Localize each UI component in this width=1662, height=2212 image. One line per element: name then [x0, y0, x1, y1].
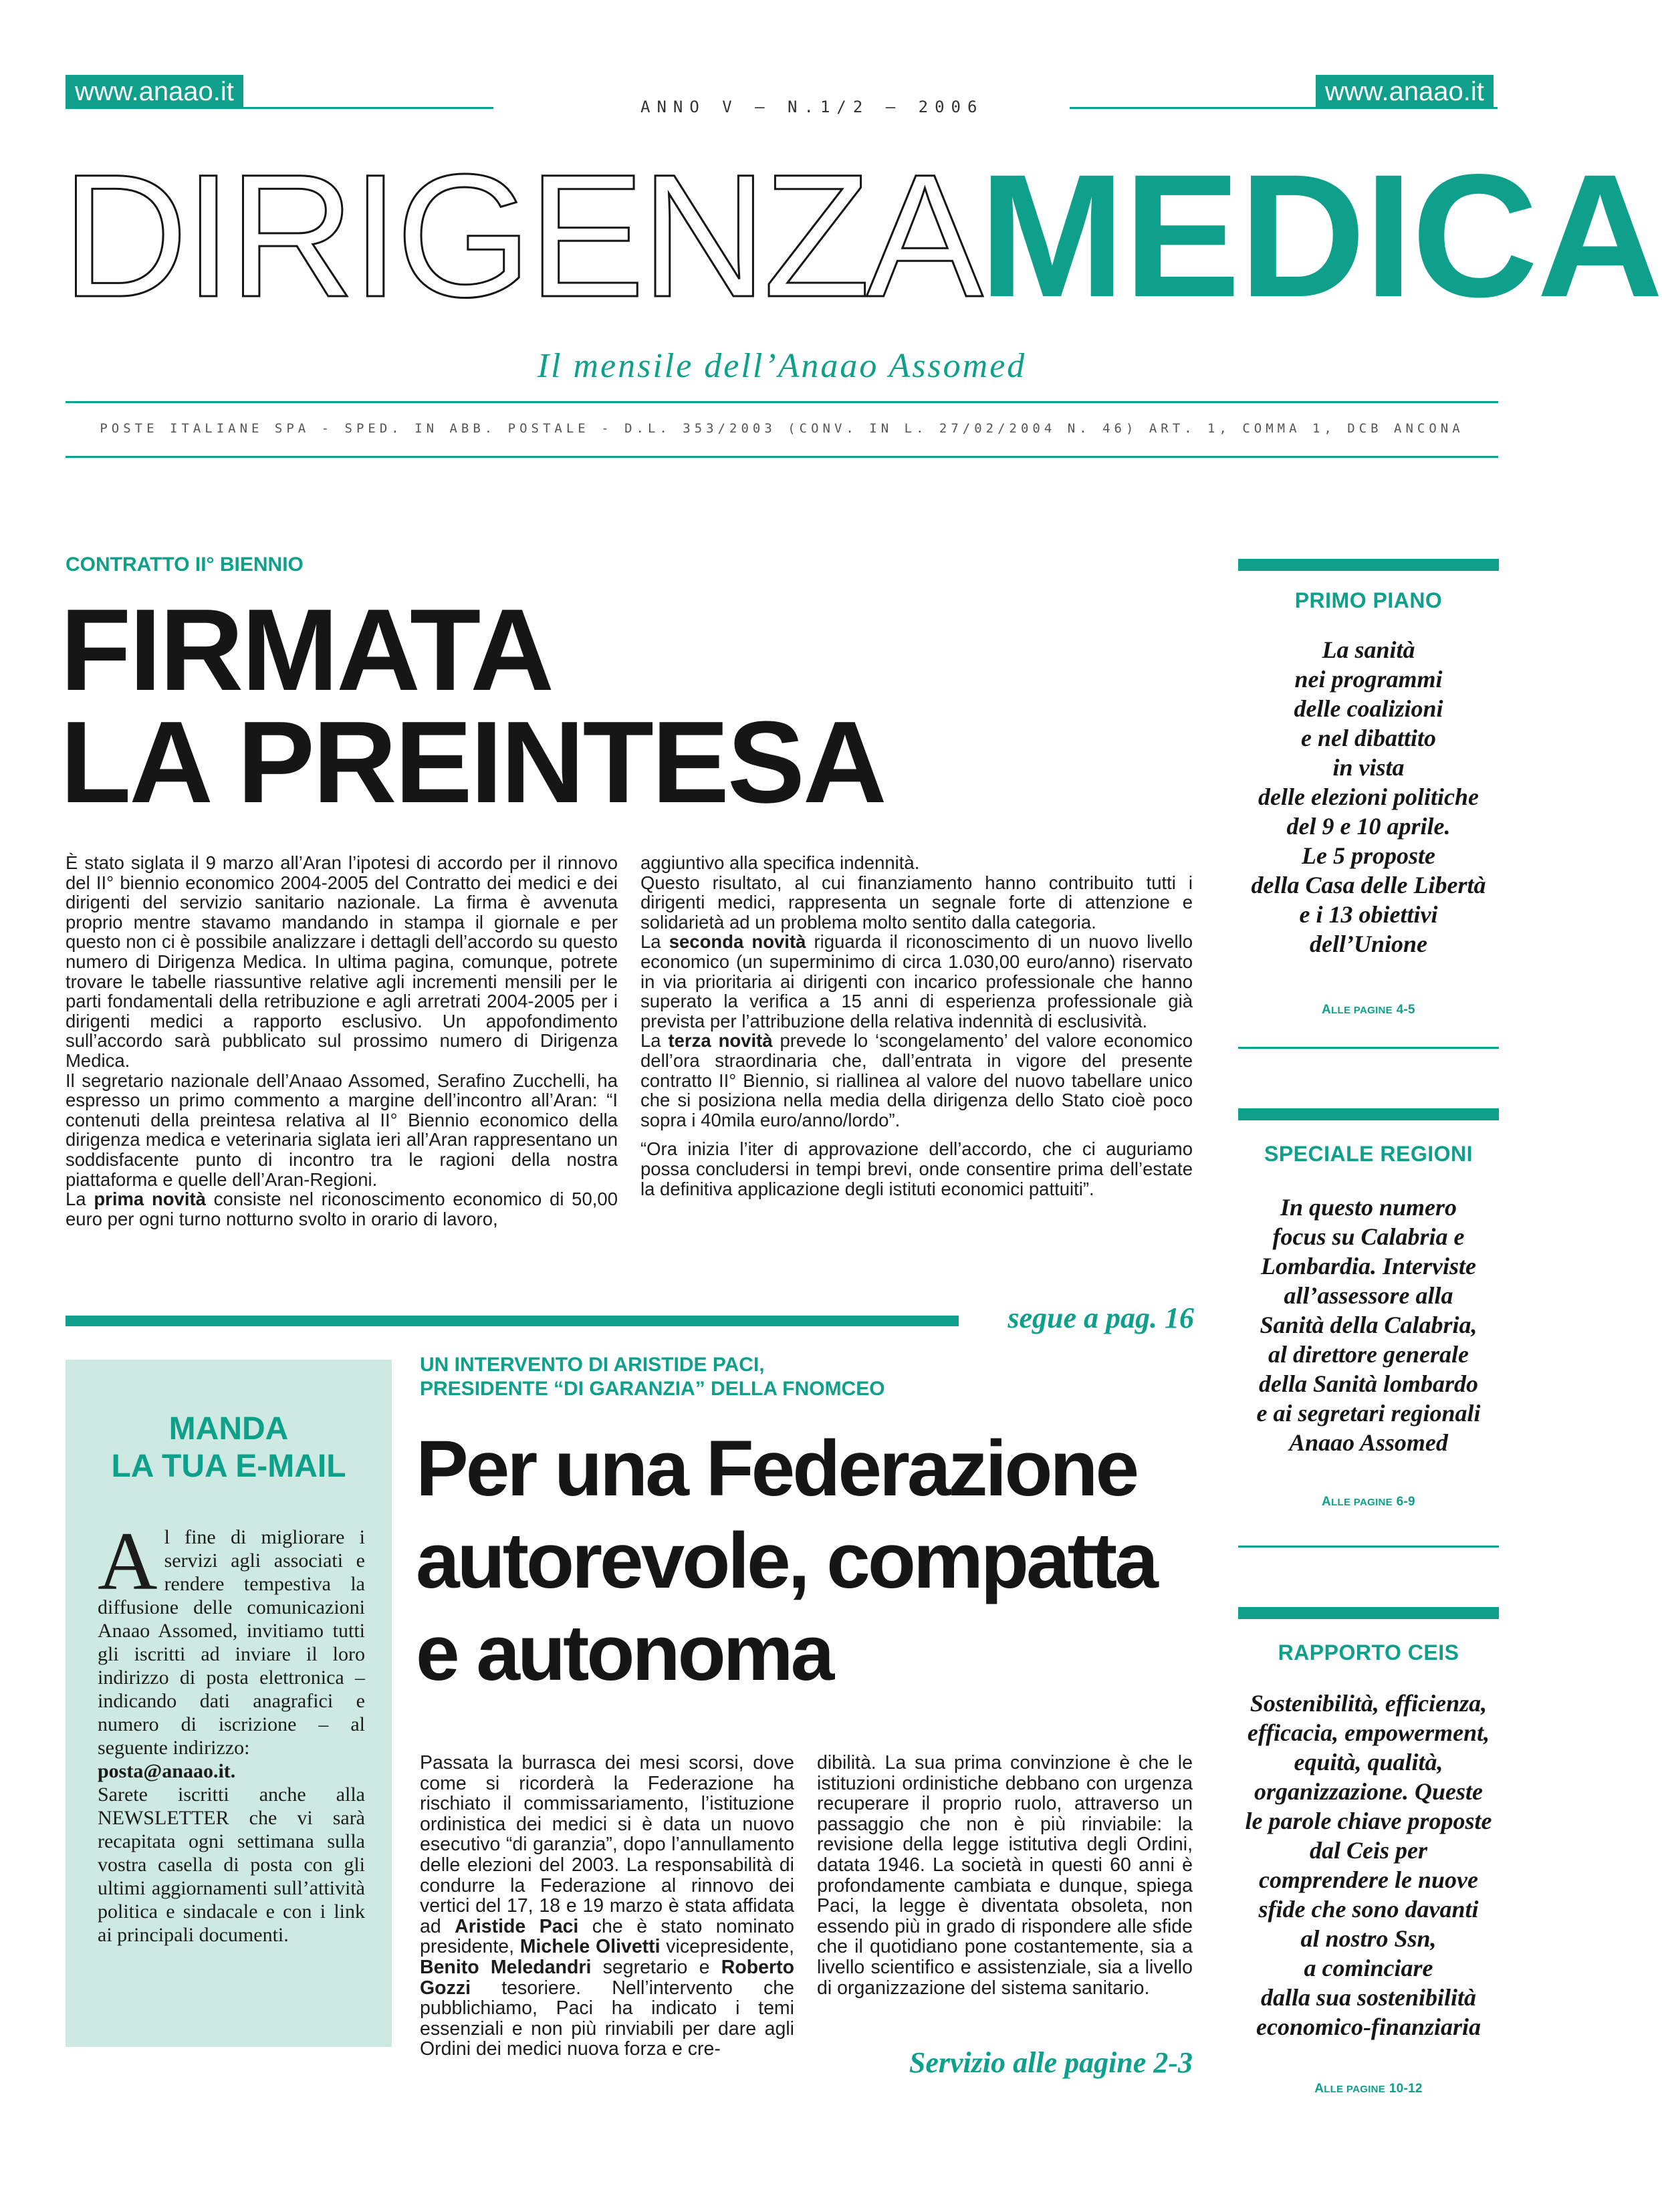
second-headline-line1: Per una Federazione — [416, 1425, 1137, 1513]
second-column-2: dibilità. La sua prima convinzione è che le istituzioni ordinistiche debbano con urgenza recuperare il proprio ruolo, attraverso un passaggio che non è più rinviabile: la revisione della legge istitutiva degli Ordini, datata 1946. La società in questi 60 anni è profondamente cambiata e dunque, spiega Paci, la legge è diventata obsoleta, non essendo più in grado di rispondere alle sfide che il quotidiano pone costantemente, sia a livello scientifico e assistenziale, sia a livello di organizzazione del sistema sanitario. — [817, 1752, 1193, 1999]
website-link-right[interactable]: www.anaao.it — [1316, 75, 1494, 108]
highlight-prima-novita: prima novità — [94, 1189, 206, 1210]
lead-separator — [66, 1316, 959, 1326]
masthead-subtitle: Il mensile dell’Anaao Assomed — [537, 347, 1027, 385]
second-continue-link[interactable]: Servizio alle pagine 2-3 — [909, 2046, 1193, 2079]
lead-paragraph: Questo risultato, al cui finanziamento hanno contribuito tutti i dirigenti medici, rappresenta un segnale forte di attenzione e solidarietà ad un problema molto sentito dalla categoria. — [640, 872, 1193, 933]
second-headline-line3: e autonoma — [416, 1609, 832, 1697]
sidebar-bottom-rule — [1238, 1047, 1499, 1049]
email-box-title: MANDA LA TUA E-MAIL — [111, 1411, 346, 1484]
sidebar-top-rule — [1238, 1607, 1499, 1619]
second-headline-line2: autorevole, compatta — [416, 1517, 1156, 1605]
sidebar-text-speciale-regioni: In questo numero focus su Calabria e Lombardia. Interviste all’assessore alla Sanità della Calabria, al direttore generale della Sanità lombardo e ai segretari regionali Anaao Assomed — [1256, 1194, 1481, 1456]
person-name: Benito Meledandri — [420, 1956, 592, 1978]
sidebar-page-ref[interactable]: ALLE PAGINE 6-9 — [1322, 1495, 1415, 1509]
masthead — [62, 138, 1662, 334]
lead-headline-line2: LA PREINTESA — [60, 697, 885, 827]
lead-paragraph: La prima novità consiste nel riconoscimento economico di 50,00 euro per ogni turno notturno svolto in orario di lavoro, — [66, 1189, 618, 1229]
sidebar-page-ref[interactable]: ALLE PAGINE 4-5 — [1322, 1003, 1415, 1017]
sidebar-title-speciale-regioni: SPECIALE REGIONI — [1264, 1142, 1473, 1166]
lead-paragraph: aggiuntivo alla specifica indennità. — [640, 852, 920, 873]
email-box — [66, 1360, 392, 2047]
lead-paragraph: La seconda novità riguarda il riconoscimento di un nuovo livello economico (un superminimo di circa 1.030,00 euro/anno) riservato in via prioritaria ai dirigenti con incarico professionale che hanno superato la verifica a 15 anni di esperienza professionale già prevista per l’attribuzione della relativa indennità di esclusività. — [640, 931, 1193, 1031]
lead-continue-link[interactable]: segue a pag. 16 — [1007, 1302, 1194, 1334]
dropcap: A — [98, 1515, 158, 1607]
highlight-seconda-novita: seconda novità — [669, 931, 806, 953]
second-column-1: Passata la burrasca dei mesi scorsi, dove come si ricorderà la Federazione ha rischiato il commissariamento, l’istituzione ordinistica dei medici si è data un nuovo esecutivo “di garanzia”, dopo l’annullamento delle elezioni del 2003. La responsabilità di condurre la Federazione al rinnovo dei vertici del 17, 18 e 19 marzo è stata affidata ad Aristide Paci che è stato nominato presidente, Michele Olivetti vicepresidente, Benito Meledandri segretario e Roberto Gozzi tesoriere. Nell’intervento che pubblichiamo, Paci ha indicato i temi essenziali e non più rinviabili per dare agli Ordini dei medici nuova forza e cre- — [420, 1752, 794, 2060]
sidebar-text-rapporto-ceis: Sostenibilità, efficienza, efficacia, empowerment, equità, qualità, organizzazione. Queste le parole chiave proposte dal Ceis per comprendere le nuove sfide che sono davanti al nostro Ssn, a cominciare dalla sua sostenibilità economico-finanziaria — [1245, 1690, 1492, 2040]
email-address-link[interactable]: posta@anaao.it. — [98, 1760, 236, 1782]
masthead-outline-text: DIRIGENZA — [62, 138, 979, 334]
header-rule-top — [66, 401, 1498, 403]
highlight-terza-novita: terza novità — [668, 1030, 773, 1052]
sidebar-title-primo-piano: PRIMO PIANO — [1294, 588, 1443, 612]
lead-column-2 — [640, 853, 1193, 1199]
website-link-left[interactable]: www.anaao.it — [66, 75, 243, 108]
person-name: Aristide Paci — [455, 1915, 579, 1937]
second-headline — [416, 1423, 1218, 1699]
lead-paragraph: Il segretario nazionale dell’Anaao Assomed, Serafino Zucchelli, ha espresso un primo commento a margine dell’incontro all’Aran: “I contenuti della preintesa relativa al II° Biennio economico della dirigenza medica e veterinaria siglata ieri all’Aran rappresentano un soddisfacente punto di incontro tra le ragioni della nostra piattaforma e quelle dell’Aran-Regioni. — [66, 1070, 618, 1190]
lead-headline — [60, 584, 1197, 827]
header-rule-bottom — [66, 456, 1498, 458]
person-name: Roberto Gozzi — [420, 1956, 794, 1999]
sidebar-page-ref[interactable]: ALLE PAGINE 10-12 — [1314, 2082, 1423, 2096]
masthead-solid-text: MEDICA — [979, 138, 1662, 334]
lead-paragraph: “Ora inizia l’iter di approvazione dell’accordo, che ci auguriamo possa concludersi in tempi brevi, onde consentire prima dell’estate la definitiva applicazione degli istituti economici pattuiti”. — [640, 1138, 1193, 1199]
sidebar-title-rapporto-ceis: RAPPORTO CEIS — [1278, 1640, 1459, 1665]
header-rule-left — [66, 107, 493, 109]
second-kicker: UN INTERVENTO DI ARISTIDE PACI, PRESIDENTE “DI GARANZIA” DELLA FNOMCEO — [420, 1354, 885, 1400]
sidebar-text-primo-piano: La sanità nei programmi delle coalizioni e nel dibattito in vista delle elezioni politiche del 9 e 10 aprile. Le 5 proposte della Casa delle Libertà e i 13 obiettivi dell’Unione — [1251, 636, 1486, 957]
lead-paragraph: È stato siglata il 9 marzo all’Aran l’ipotesi di accordo per il rinnovo del II° biennio economico 2004-2005 del Contratto dei medici e dei dirigenti del servizio sanitario nazionale. La firma è avvenuta proprio mentre stavamo mandando in stampa il giornale e per questo non ci è possibile analizzare i dettagli dell’accordo su questo numero di Dirigenza Medica. In ultima pagina, comunque, potrete trovare le tabelle riassuntive relative agli incrementi mensili per le parti fondamentali della retribuzione e agli arretrati 2004-2005 per i dirigenti medici a rapporto esclusivo. Un appofondimento sull’accordo sarà pubblicato sul prossimo numero di Dirigenza Medica. — [66, 852, 618, 1071]
issue-number: ANNO V – N.1/2 – 2006 — [640, 98, 984, 116]
sidebar-bottom-rule — [1238, 1546, 1499, 1548]
lead-kicker: CONTRATTO II° BIENNIO — [66, 554, 304, 576]
email-box-text: Al fine di migliorare i servizi agli associati e rendere tempestiva la diffusione delle comunicazioni Anaao Assomed, invitiamo tutti gli iscritti ad inviare il loro indirizzo di posta elettronica – indicando dati anagrafici e numero di iscrizione – al seguente indirizzo: posta@anaao.it. Sarete iscritti anche alla NEWSLETTER che vi sarà recapitata ogni settimana sulla vostra casella di posta con gli ultimi aggiornamenti sull’attività politica e sindacale e con i link ai principali documenti. — [98, 1515, 365, 1946]
sidebar-top-rule — [1238, 1108, 1499, 1120]
lead-paragraph: La terza novità prevede lo ‘scongelamento’ del valore economico dell’ora straordinaria che, dall’entrata in vigore del presente contratto II° Biennio, si riallinea al valore del nuovo tabellare unico che si posiziona nella media della dirigenza dello Stato cioè poco sopra i 40mila euro/anno/lordo”. — [640, 1030, 1193, 1130]
person-name: Michele Olivetti — [519, 1936, 661, 1958]
lead-column-1 — [66, 853, 618, 1229]
sidebar-top-rule — [1238, 559, 1499, 571]
postal-notice: POSTE ITALIANE SPA - SPED. IN ABB. POSTALE - D.L. 353/2003 (CONV. IN L. 27/02/2004 N. 46) ART. 1, COMMA 1, DCB ANCONA — [100, 421, 1464, 436]
lead-headline-line1: FIRMATA — [60, 584, 553, 715]
